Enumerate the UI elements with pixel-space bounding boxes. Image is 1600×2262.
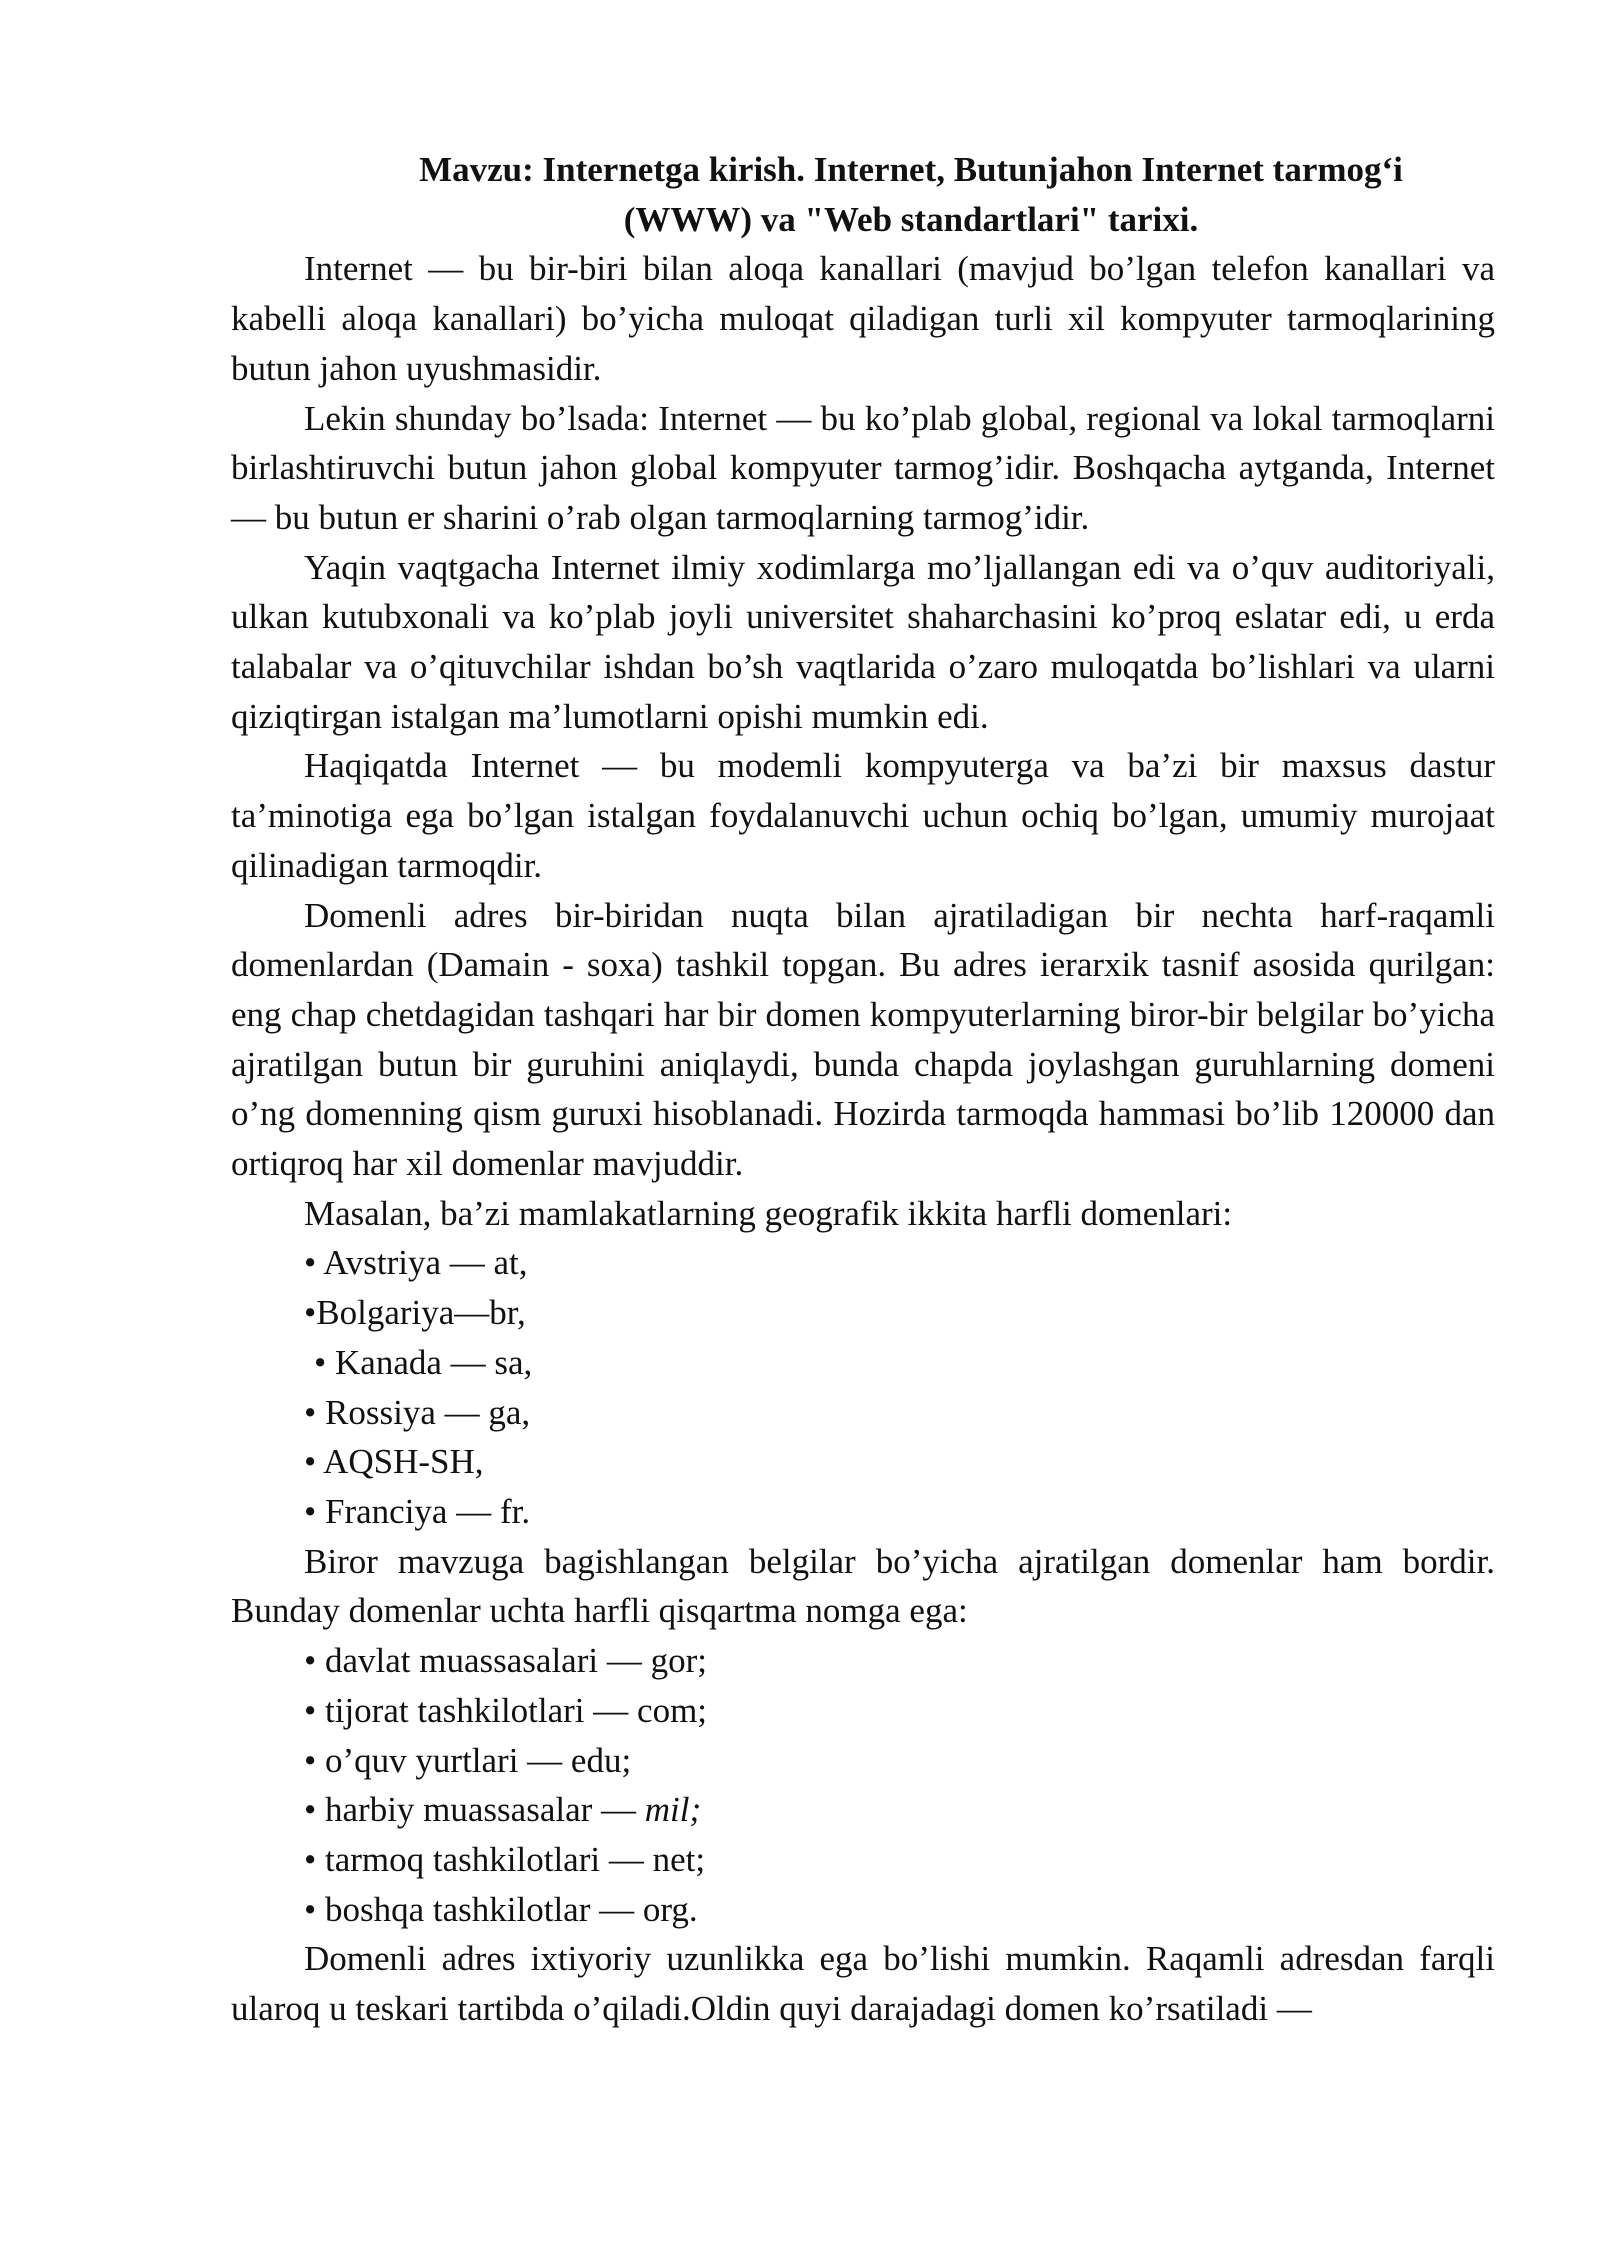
- paragraph-topic-domains-intro: Biror mavzuga bagishlangan belgilar bo’yicha ajratilgan domenlar ham bordir. Bunday domenlar uchta harfli qisqartma nomga ega:: [231, 1541, 1495, 1631]
- list-item: • davlat muassasalari — gor;: [304, 1641, 707, 1681]
- title-line-2: (WWW) va "Web standartlari" tarixi.: [623, 199, 1199, 239]
- country-domains-list: [231, 1238, 1495, 1536]
- paragraph-address-length: Domenli adres ixtiyoriy uzunlikka ega bo’lishi mumkin. Raqamli adresdan farqli ularoq u teskari tartibda o’qiladi.Oldin quyi darajadagi domen ko’rsatiladi —: [231, 1939, 1495, 2029]
- paragraph-global-network: Lekin shunday bo’lsada: Internet — bu ko’plab global, regional va lokal tarmoqlarni birlashtiruvchi butun jahon global kompyuter tarmog’idir. Boshqacha aytganda, Internet — bu butun er sharini o’rab olgan tarmoqlarning tarmog’idir.: [231, 398, 1495, 537]
- list-item: •Bolgariya—br,: [304, 1293, 526, 1333]
- document-page: [231, 145, 1495, 2034]
- list-item: • Franciya — fr.: [304, 1491, 531, 1531]
- list-item: • boshqa tashkilotlar — org.: [304, 1889, 698, 1929]
- paragraph-domain-address: Domenli adres bir-biridan nuqta bilan ajratiladigan bir nechta harf-raqamli domenlardan (Damain - soxa) tashkil topgan. Bu adres ierarxik tasnif asosida qurilgan: eng chap chetdagidan tashqari har bir domen kompyuterlarning biror-bir belgilar bo’yicha ajratilgan butun bir guruhini aniqlaydi, bunda chapda joylashgan guruhlarning domeni o’ng domenning qism guruxi hisoblanadi. Hozirda tarmoqda hammasi bo’lib 120000 dan ortiqroq har xil domenlar mavjuddir.: [231, 895, 1495, 1184]
- list-item: [304, 1785, 1495, 1835]
- list-item: • tijorat tashkilotlari — com;: [304, 1690, 708, 1730]
- topic-domains-list: [231, 1636, 1495, 1934]
- paragraph-internet-definition: Internet — bu bir-biri bilan aloqa kanallari (mavjud bo’lgan telefon kanallari va kabelli aloqa kanallari) bo’yicha muloqat qiladigan turli xil kompyuter tarmoqlarining butun jahon uyushmasidir.: [231, 249, 1495, 388]
- list-item: • tarmoq tashkilotlari — net;: [304, 1839, 706, 1879]
- list-item: • Rossiya — ga,: [304, 1392, 531, 1432]
- paragraph-public-network: Haqiqatda Internet — bu modemli kompyuterga va ba’zi bir maxsus dastur ta’minotiga ega bo’lgan istalgan foydalanuvchi uchun ochiq bo’lgan, umumiy murojaat qilinadigan tarmoqdir.: [231, 746, 1495, 885]
- list-item: • AQSH-SH,: [304, 1442, 484, 1482]
- paragraph-history: Yaqin vaqtgacha Internet ilmiy xodimlarga mo’ljallangan edi va o’quv auditoriyali, ulkan kutubxonali va ko’plab joyli universitet shaharchasini ko’proq eslatar edi, u erda talabalar va o’qituvchilar ishdan bo’sh vaqtlarida o’zaro muloqatda bo’lishlari va ularni qiziqtirgan istalgan ma’lumotlarni opishi mumkin edi.: [231, 547, 1495, 736]
- list-item: • Kanada — sa,: [314, 1342, 533, 1382]
- domain-code: mil;: [644, 1790, 702, 1830]
- list-item-text: • harbiy muassasalar —: [304, 1790, 645, 1830]
- list-item: • Avstriya — at,: [304, 1243, 528, 1283]
- title-line-1: Mavzu: Internetga kirish. Internet, Butunjahon Internet tarmog‘i: [419, 150, 1403, 189]
- paragraph-country-domains-intro: Masalan, ba’zi mamlakatlarning geografik ikkita harfli domenlari:: [304, 1193, 1233, 1233]
- document-title: [231, 145, 1495, 244]
- list-item: • o’quv yurtlari — edu;: [304, 1740, 632, 1780]
